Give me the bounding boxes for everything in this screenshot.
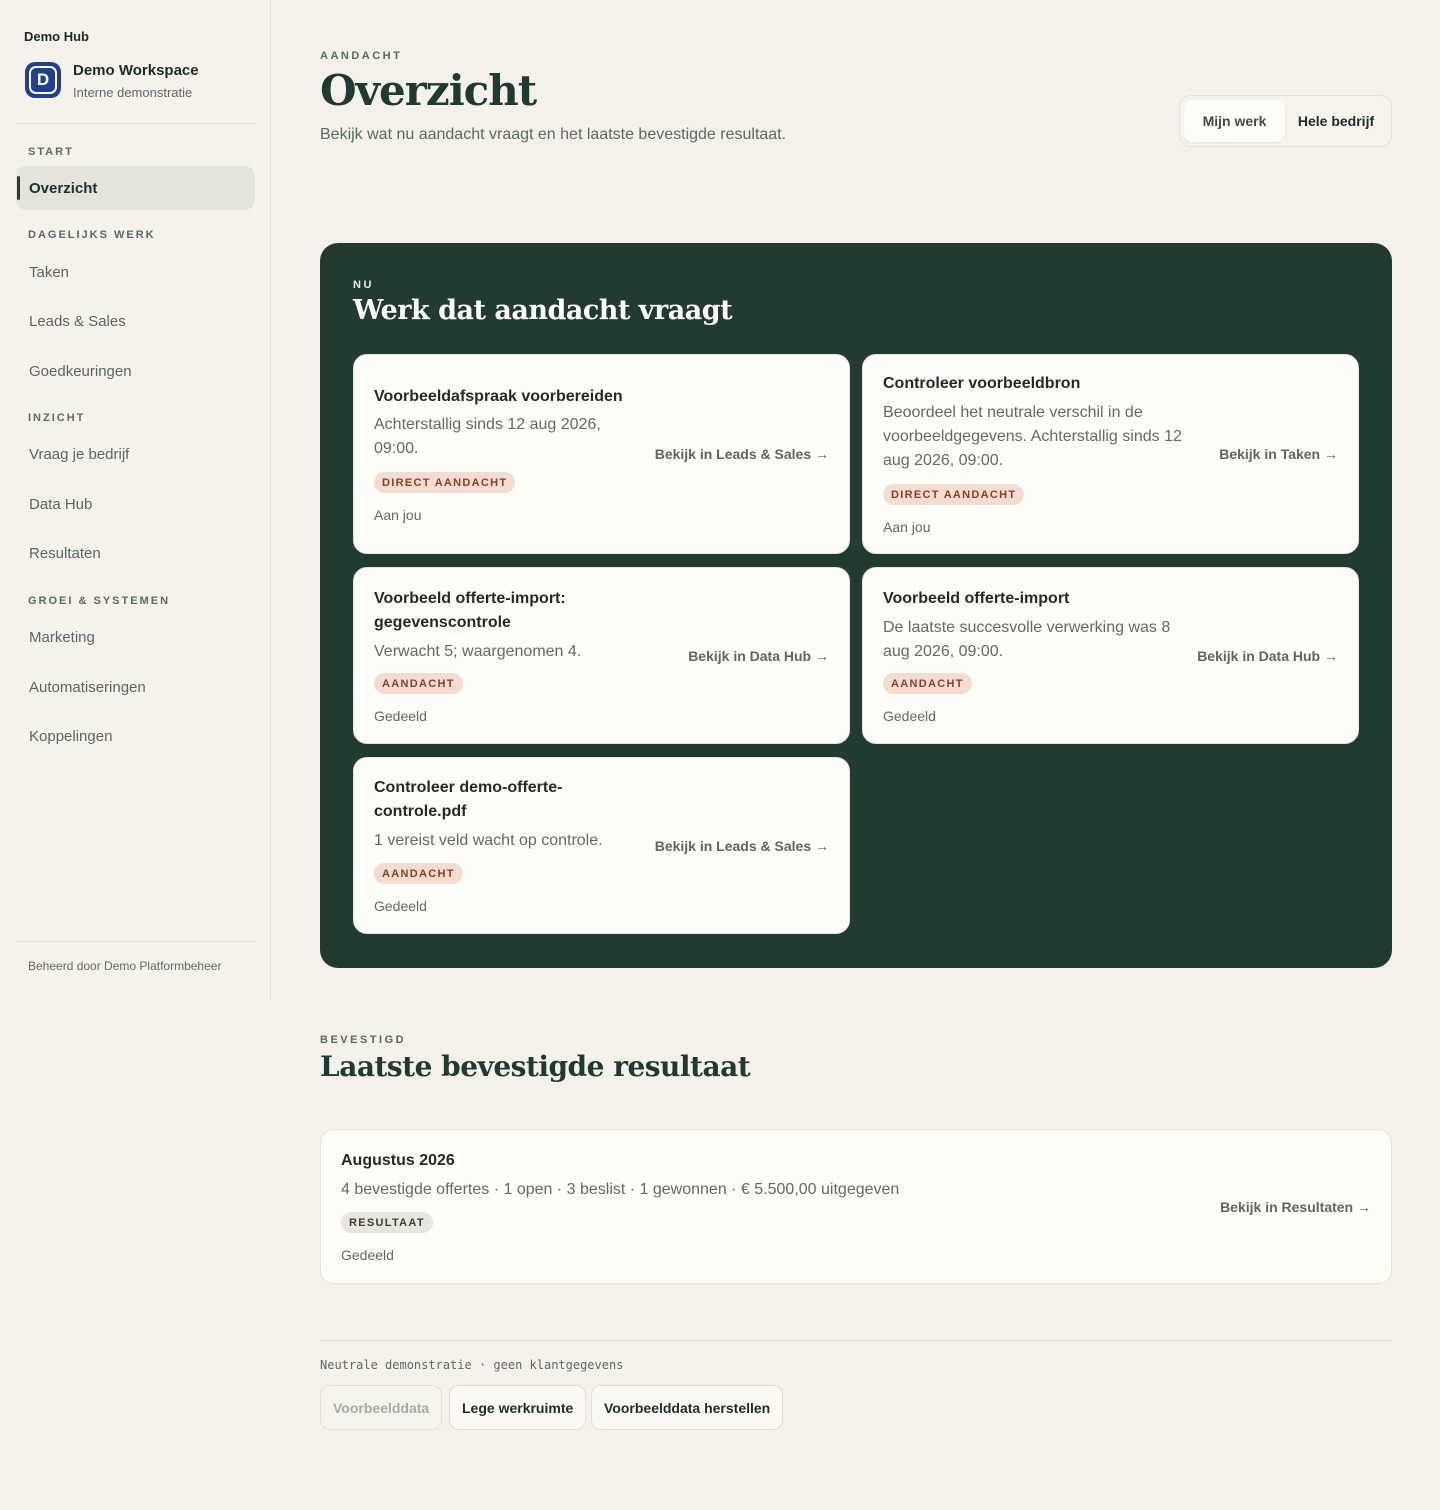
result-owner: Gedeeld	[341, 1247, 394, 1263]
card-description: Beoordeel het neutrale verschil in de	[883, 404, 1143, 421]
card-link[interactable]: Bekijk in Taken →	[1219, 446, 1338, 462]
card-owner: Gedeeld	[883, 708, 936, 724]
page-eyebrow: AANDACHT	[320, 50, 403, 62]
card-owner: Gedeeld	[374, 898, 427, 914]
card-title: Controleer demo-offerte-	[374, 779, 563, 796]
status-badge: AANDACHT	[374, 673, 463, 694]
sidebar-item-automatiseringen[interactable]: Automatiseringen	[29, 678, 146, 696]
sidebar-item-marketing[interactable]: Marketing	[29, 628, 95, 646]
scope-toggle	[1179, 95, 1392, 147]
status-badge: AANDACHT	[374, 863, 463, 884]
sidebar-footer-divider	[16, 941, 255, 942]
reset-sample-data-button[interactable]: Voorbeelddata herstellen	[591, 1385, 783, 1430]
card-owner: Aan jou	[883, 519, 931, 535]
sidebar-item-taken[interactable]: Taken	[29, 263, 70, 281]
result-eyebrow: BEVESTIGD	[320, 1034, 407, 1046]
card-description: Achterstallig sinds 12 aug 2026,	[374, 416, 601, 433]
sidebar-item-vraag-je-bedrijf[interactable]: Vraag je bedrijf	[29, 445, 130, 463]
card-description: De laatste succesvolle verwerking was 8	[883, 619, 1171, 636]
sidebar-item-data-hub[interactable]: Data Hub	[29, 495, 93, 513]
card-description: aug 2026, 09:00.	[883, 452, 1004, 469]
attention-card[interactable]	[353, 567, 850, 744]
card-link[interactable]: Bekijk in Leads & Sales →	[654, 446, 829, 462]
card-description: Verwacht 5; waargenomen 4.	[374, 643, 582, 660]
card-owner: Gedeeld	[374, 708, 427, 724]
section-label-daily: DAGELIJKS WERK	[28, 229, 156, 241]
card-description: aug 2026, 09:00.	[883, 643, 1004, 660]
workspace-logo-initial: D	[29, 66, 57, 94]
toggle-mijn-werk[interactable]: Mijn werk	[1184, 100, 1285, 142]
sidebar-footer: Beheerd door Demo Platformbeheer	[28, 959, 222, 973]
attention-card[interactable]	[862, 354, 1359, 554]
sample-data-button[interactable]: Voorbeelddata	[320, 1385, 442, 1430]
attention-card[interactable]	[862, 567, 1359, 744]
attention-card[interactable]	[353, 354, 850, 554]
sidebar-divider	[16, 123, 255, 124]
sidebar-item-resultaten[interactable]: Resultaten	[29, 544, 101, 562]
card-title: Voorbeeldafspraak voorbereiden	[374, 388, 623, 405]
toggle-hele-bedrijf[interactable]: Hele bedrijf	[1297, 113, 1375, 129]
card-link[interactable]: Bekijk in Data Hub →	[688, 648, 829, 664]
footer-divider	[320, 1340, 1392, 1341]
status-badge: DIRECT AANDACHT	[883, 484, 1024, 505]
section-label-growth: GROEI & SYSTEMEN	[28, 595, 171, 607]
page-subtitle: Bekijk wat nu aandacht vraagt en het laatste bevestigde resultaat.	[320, 126, 787, 143]
sidebar-item-overzicht[interactable]: Overzicht	[16, 166, 255, 210]
section-label-start: START	[28, 146, 74, 158]
card-link[interactable]: Bekijk in Data Hub →	[1197, 648, 1338, 664]
card-link[interactable]: Bekijk in Leads & Sales →	[654, 838, 829, 854]
card-title: Voorbeeld offerte-import:	[374, 590, 566, 607]
sidebar-item-koppelingen[interactable]: Koppelingen	[29, 727, 113, 745]
status-badge: AANDACHT	[883, 673, 972, 694]
result-title: Laatste bevestigde resultaat	[320, 1050, 751, 1083]
result-badge: RESULTAAT	[341, 1212, 433, 1233]
page-title: Overzicht	[320, 66, 537, 115]
result-link[interactable]: Bekijk in Resultaten →	[1220, 1199, 1371, 1215]
result-summary: 4 bevestigde offertes · 1 open · 3 beslist · 1 gewonnen · € 5.500,00 uitgegeven	[341, 1181, 900, 1198]
panel-title: Werk dat aandacht vraagt	[353, 295, 733, 326]
status-badge: DIRECT AANDACHT	[374, 472, 515, 493]
empty-workspace-button[interactable]: Lege werkruimte	[449, 1385, 586, 1430]
card-title: Voorbeeld offerte-import	[883, 590, 1070, 607]
footer-note: Neutrale demonstratie · geen klantgegevens	[320, 1358, 624, 1372]
sidebar	[0, 0, 271, 1000]
card-title: gegevenscontrole	[374, 614, 511, 631]
workspace-logo[interactable]	[25, 62, 61, 98]
card-description: 09:00.	[374, 440, 419, 457]
workspace-subtitle: Interne demonstratie	[73, 85, 193, 100]
hub-name: Demo Hub	[24, 29, 89, 44]
attention-card[interactable]	[353, 757, 850, 934]
attention-panel	[320, 243, 1392, 968]
card-owner: Aan jou	[374, 507, 422, 523]
sidebar-item-goedkeuringen[interactable]: Goedkeuringen	[29, 362, 132, 380]
card-description: voorbeeldgegevens. Achterstallig sinds 12	[883, 428, 1182, 445]
sidebar-item-leads-sales[interactable]: Leads & Sales	[29, 312, 126, 330]
result-card-title: Augustus 2026	[341, 1152, 455, 1169]
card-description: 1 vereist veld wacht op controle.	[374, 832, 603, 849]
card-title: controle.pdf	[374, 803, 467, 820]
panel-eyebrow: NU	[353, 279, 374, 291]
result-card[interactable]	[320, 1129, 1392, 1284]
card-title: Controleer voorbeeldbron	[883, 375, 1081, 392]
section-label-insight: INZICHT	[28, 412, 86, 424]
workspace-title[interactable]: Demo Workspace	[73, 62, 199, 79]
